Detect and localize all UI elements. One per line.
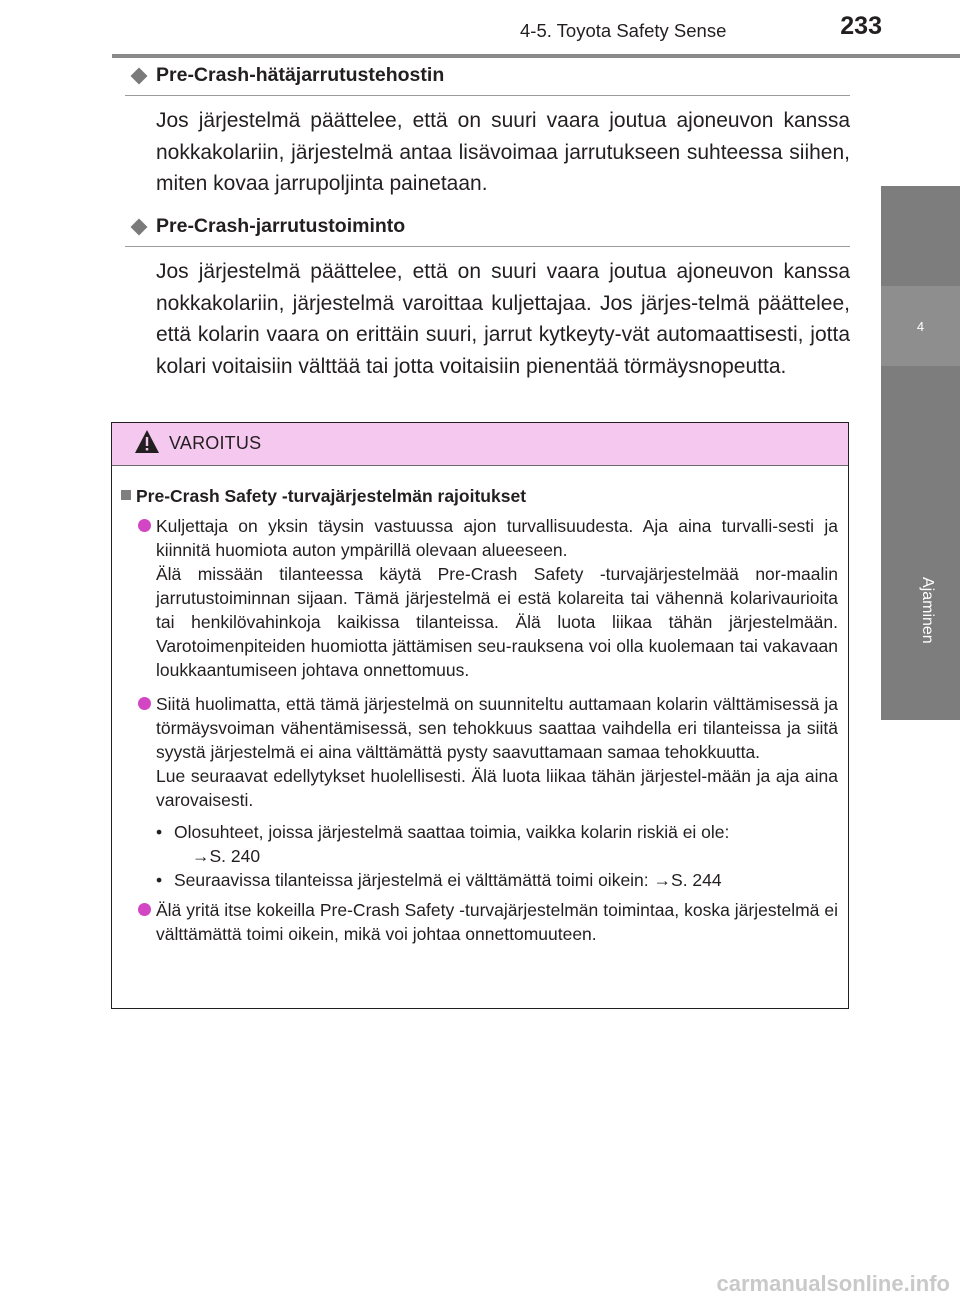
bullet-text: Älä yritä itse kokeilla Pre-Crash Safety -turvajärjestelmän toimintaa, koska järjestelmä ei välttämättä toimi oikein, mikä voi johtaa onnettomuuteen. [156, 900, 838, 944]
warning-body [112, 466, 848, 946]
bullet-dot-icon [138, 697, 151, 710]
running-header-title: 4-5. Toyota Safety Sense [520, 20, 727, 41]
header-rule [112, 54, 960, 58]
small-bullet: • [156, 870, 163, 890]
watermark: carmanualsonline.info [716, 1271, 950, 1296]
section-heading [125, 211, 850, 247]
bullet-text: Kuljettaja on yksin täysin vastuussa ajon turvallisuudesta. Aja aina turvalli-sesti ja kiinnitä huomiota auton ympärillä olevaan alueeseen. [156, 516, 838, 560]
condition-list [156, 820, 838, 892]
page-reference-link[interactable]: →S. 240 [192, 846, 261, 866]
diamond-icon [131, 219, 148, 236]
diamond-icon [131, 68, 148, 85]
list-item [156, 820, 838, 868]
list-item-text: Seuraavissa tilanteissa järjestelmä ei välttämättä toimi oikein: →S. 244 [174, 870, 722, 890]
bullet-dot-icon [138, 519, 151, 532]
warning-box [111, 422, 849, 1009]
warning-bullet [120, 898, 838, 946]
section-heading-text: Pre-Crash-jarrutustoiminto [156, 215, 406, 237]
section-heading-text: Pre-Crash-hätäjarrutustehostin [156, 64, 445, 86]
warning-header [112, 423, 848, 466]
bullet-dot-icon [138, 903, 151, 916]
warning-triangle-icon [134, 429, 160, 455]
warning-label: VAROITUS [169, 433, 262, 453]
section-pre-crash-braking [125, 211, 850, 382]
page-number: 233 [840, 12, 882, 40]
warning-bullet [120, 692, 838, 812]
small-bullet: • [156, 822, 163, 842]
warning-subheading-text: Pre-Crash Safety -turvajärjestelmän rajoitukset [136, 486, 527, 506]
chapter-label: Ajaminen [919, 577, 936, 644]
square-bullet-icon [121, 490, 131, 500]
list-item-text: Olosuhteet, joissa järjestelmä saattaa toimia, vaikka kolarin riskiä ei ole: [174, 822, 730, 842]
bullet-text-continued: Lue seuraavat edellytykset huolellisesti. Älä luota liikaa tähän järjestel-mään ja aja aina varovaisesti. [156, 766, 838, 810]
chapter-number: 4 [881, 286, 960, 366]
section-emergency-brake-assist [125, 60, 850, 200]
list-item [156, 868, 838, 892]
bullet-text-continued: Älä missään tilanteessa käytä Pre-Crash Safety -turvajärjestelmää nor-maalin jarrutustoiminnan sijaan. Tämä järjestelmä ei estä kolareita tai vähennä kolarivaurioita tai henkilövahinkoja kaikissa tilanteissa. Älä luota liikaa tähän järjestelmään. Varotoimenpiteiden huomiotta jättämisen seu-rauksena voi olla kuolemaan tai vakavaan loukkaantumiseen johtava onnettomuus. [156, 564, 838, 680]
warning-bullet [120, 514, 838, 682]
section-body: Jos järjestelmä päättelee, että on suuri vaara joutua ajoneuvon kanssa nokkakolariin, järjestelmä varoittaa kuljettajaa. Jos järjes-telmä päättelee, että kolarin vaara on erittäin suuri, jarrut kytkeyty-vät automaattisesti, jotta kolari voitaisiin välttää tai jotta voitaisiin pienentää törmäysnopeutta. [156, 260, 850, 378]
warning-subheading [120, 484, 838, 508]
bullet-text: Siitä huolimatta, että tämä järjestelmä on suunniteltu auttamaan kolarin välttämisessä ja törmäysvoiman vähentämisessä, sen tehokkuus saattaa vaihdella eri tilanteissa ja siitä syystä järjestelmä ei aina välttämättä pysty saavuttamaan samaa tehokkuutta. [156, 694, 838, 762]
section-body: Jos järjestelmä päättelee, että on suuri vaara joutua ajoneuvon kanssa nokkakolariin, järjestelmä antaa lisävoimaa jarrutukseen suhteessa siihen, miten kovaa jarrupoljinta painetaan. [156, 109, 850, 195]
section-heading [125, 60, 850, 96]
